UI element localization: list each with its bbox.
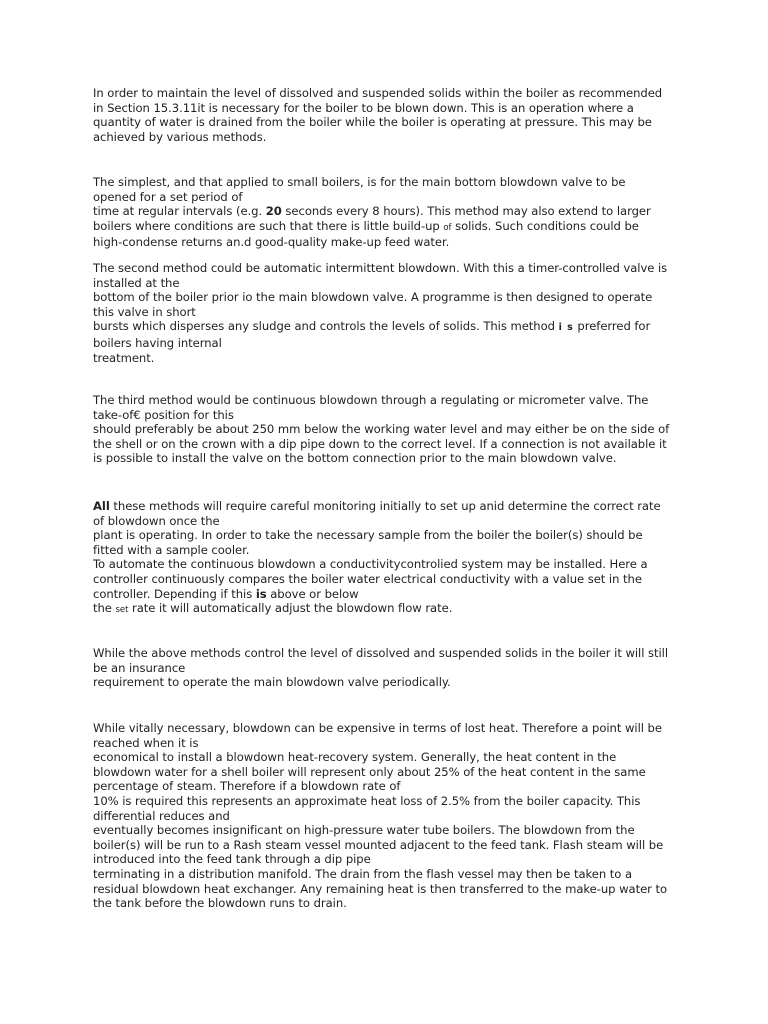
text-line: should preferably be about 250 mm below the working water level and may either be on the side of	[93, 422, 670, 437]
text-run: preferred for	[573, 319, 651, 334]
text-line: controller continuously compares the boiler water electrical conductivity with a value set in the	[93, 571, 642, 586]
text-line: eventually becomes insignificant on high-pressure water tube boilers. The blowdown from the	[93, 823, 635, 838]
paragraph-first-method	[93, 175, 683, 250]
small-text: of	[443, 222, 452, 233]
paragraph-third-method	[93, 393, 683, 466]
text-line: terminating in a distribution manifold. The drain from the flash vessel may then be taken to a	[93, 866, 632, 881]
text-line	[93, 587, 683, 602]
text-line: be an insurance	[93, 660, 186, 675]
text-line: is possible to install the valve on the bottom connection prior to the main blowdown valve.	[93, 451, 617, 466]
paragraph-monitoring	[93, 499, 683, 618]
text-line: The simplest, and that applied to small boilers, is for the main bottom blowdown valve to be	[93, 175, 626, 189]
text-run: bursts which disperses any sludge and controls the levels of solids. This method	[93, 319, 559, 334]
paragraph-insurance	[93, 646, 683, 690]
paragraph-heat-recovery	[93, 721, 683, 911]
text-line: quantity of water is drained from the boiler while the boiler is operating at pressure. This may be	[93, 115, 652, 130]
text-line: treatment.	[93, 350, 155, 365]
text-line: requirement to operate the main blowdown valve periodically.	[93, 675, 451, 690]
text-run: solids. Such conditions could be	[451, 218, 639, 233]
text-line: opened for a set period of	[93, 189, 243, 204]
text-line: differential reduces and	[93, 808, 230, 823]
small-text: set	[115, 605, 129, 616]
bold-text: 20	[265, 204, 282, 219]
text-line: While the above methods control the level of dissolved and suspended solids in the boiler it will still	[93, 646, 669, 660]
text-line: achieved by various methods.	[93, 129, 267, 144]
bold-text: is	[255, 586, 267, 601]
text-line	[93, 499, 683, 514]
text-line: boilers having internal	[93, 335, 222, 350]
text-line: blowdown water for a shell boiler will represent only about 25% of the heat content in the same	[93, 764, 646, 779]
text-line: The third method would be continuous blowdown through a regulating or micrometer valve. The	[93, 393, 649, 407]
bold-text: i s	[558, 322, 574, 334]
text-line: fitted with a sample cooler.	[93, 542, 250, 557]
text-line: introduced into the feed tank through a dip pipe	[93, 852, 371, 867]
text-line	[93, 219, 683, 236]
text-line	[93, 601, 683, 618]
text-line: economical to install a blowdown heat-recovery system. Generally, the heat content in the	[93, 750, 617, 765]
text-line: take-of€ position for this	[93, 407, 234, 422]
text-line: reached when it is	[93, 735, 199, 750]
text-line: this valve in short	[93, 304, 196, 319]
bold-text: All	[93, 499, 110, 513]
text-line: 10% is required this represents an approximate heat loss of 2.5% from the boiler capacity. This	[93, 793, 641, 808]
text-run: above or below	[266, 586, 359, 601]
text-line: residual blowdown heat exchanger. Any remaining heat is then transferred to the make-up water to	[93, 881, 668, 896]
text-line	[93, 204, 683, 219]
text-line: percentage of steam. Therefore if a blowdown rate of	[93, 779, 401, 794]
text-run: the	[93, 601, 116, 616]
text-run: rate it will automatically adjust the blowdown flow rate.	[128, 601, 453, 616]
text-line: of blowdown once the	[93, 513, 220, 528]
text-line: In order to maintain the level of dissolved and suspended solids within the boiler as recommended	[93, 86, 663, 100]
text-run: boilers where conditions are such that there is little build-up	[93, 218, 444, 233]
text-line: plant is operating. In order to take the necessary sample from the boiler the boiler(s) should be	[93, 528, 643, 543]
text-line: The second method could be automatic intermittent blowdown. With this a timer-controlled valve is	[93, 261, 668, 275]
text-line: boiler(s) will be run to a Rash steam vessel mounted adjacent to the feed tank. Flash steam will be	[93, 837, 664, 852]
text-run: controller. Depending if this	[93, 586, 256, 601]
text-line: high-condense returns an.d good-quality make-up feed water.	[93, 235, 450, 250]
paragraph-intro	[93, 86, 683, 144]
text-line: While vitally necessary, blowdown can be expensive in terms of lost heat. Therefore a point will be	[93, 721, 662, 735]
paragraph-second-method	[93, 261, 683, 365]
text-line: the shell or on the crown with a dip pipe down to the correct level. If a connection is not available it	[93, 436, 667, 451]
text-line: in Section 15.3.11it is necessary for the boiler to be blown down. This is an operation where a	[93, 100, 634, 115]
text-line: installed at the	[93, 275, 180, 290]
text-run: these methods will require careful monitoring initially to set up anid determine the correct rate	[109, 499, 661, 513]
text-line	[93, 319, 683, 336]
text-run: time at regular intervals (e.g.	[93, 204, 266, 219]
text-line: To automate the continuous blowdown a conductivitycontrolied system may be installed. Here a	[93, 557, 648, 572]
text-line: bottom of the boiler prior io the main blowdown valve. A programme is then designed to operate	[93, 290, 653, 305]
text-line: the tank before the blowdown runs to drain.	[93, 896, 347, 911]
text-run: seconds every 8 hours). This method may also extend to larger	[281, 204, 651, 219]
